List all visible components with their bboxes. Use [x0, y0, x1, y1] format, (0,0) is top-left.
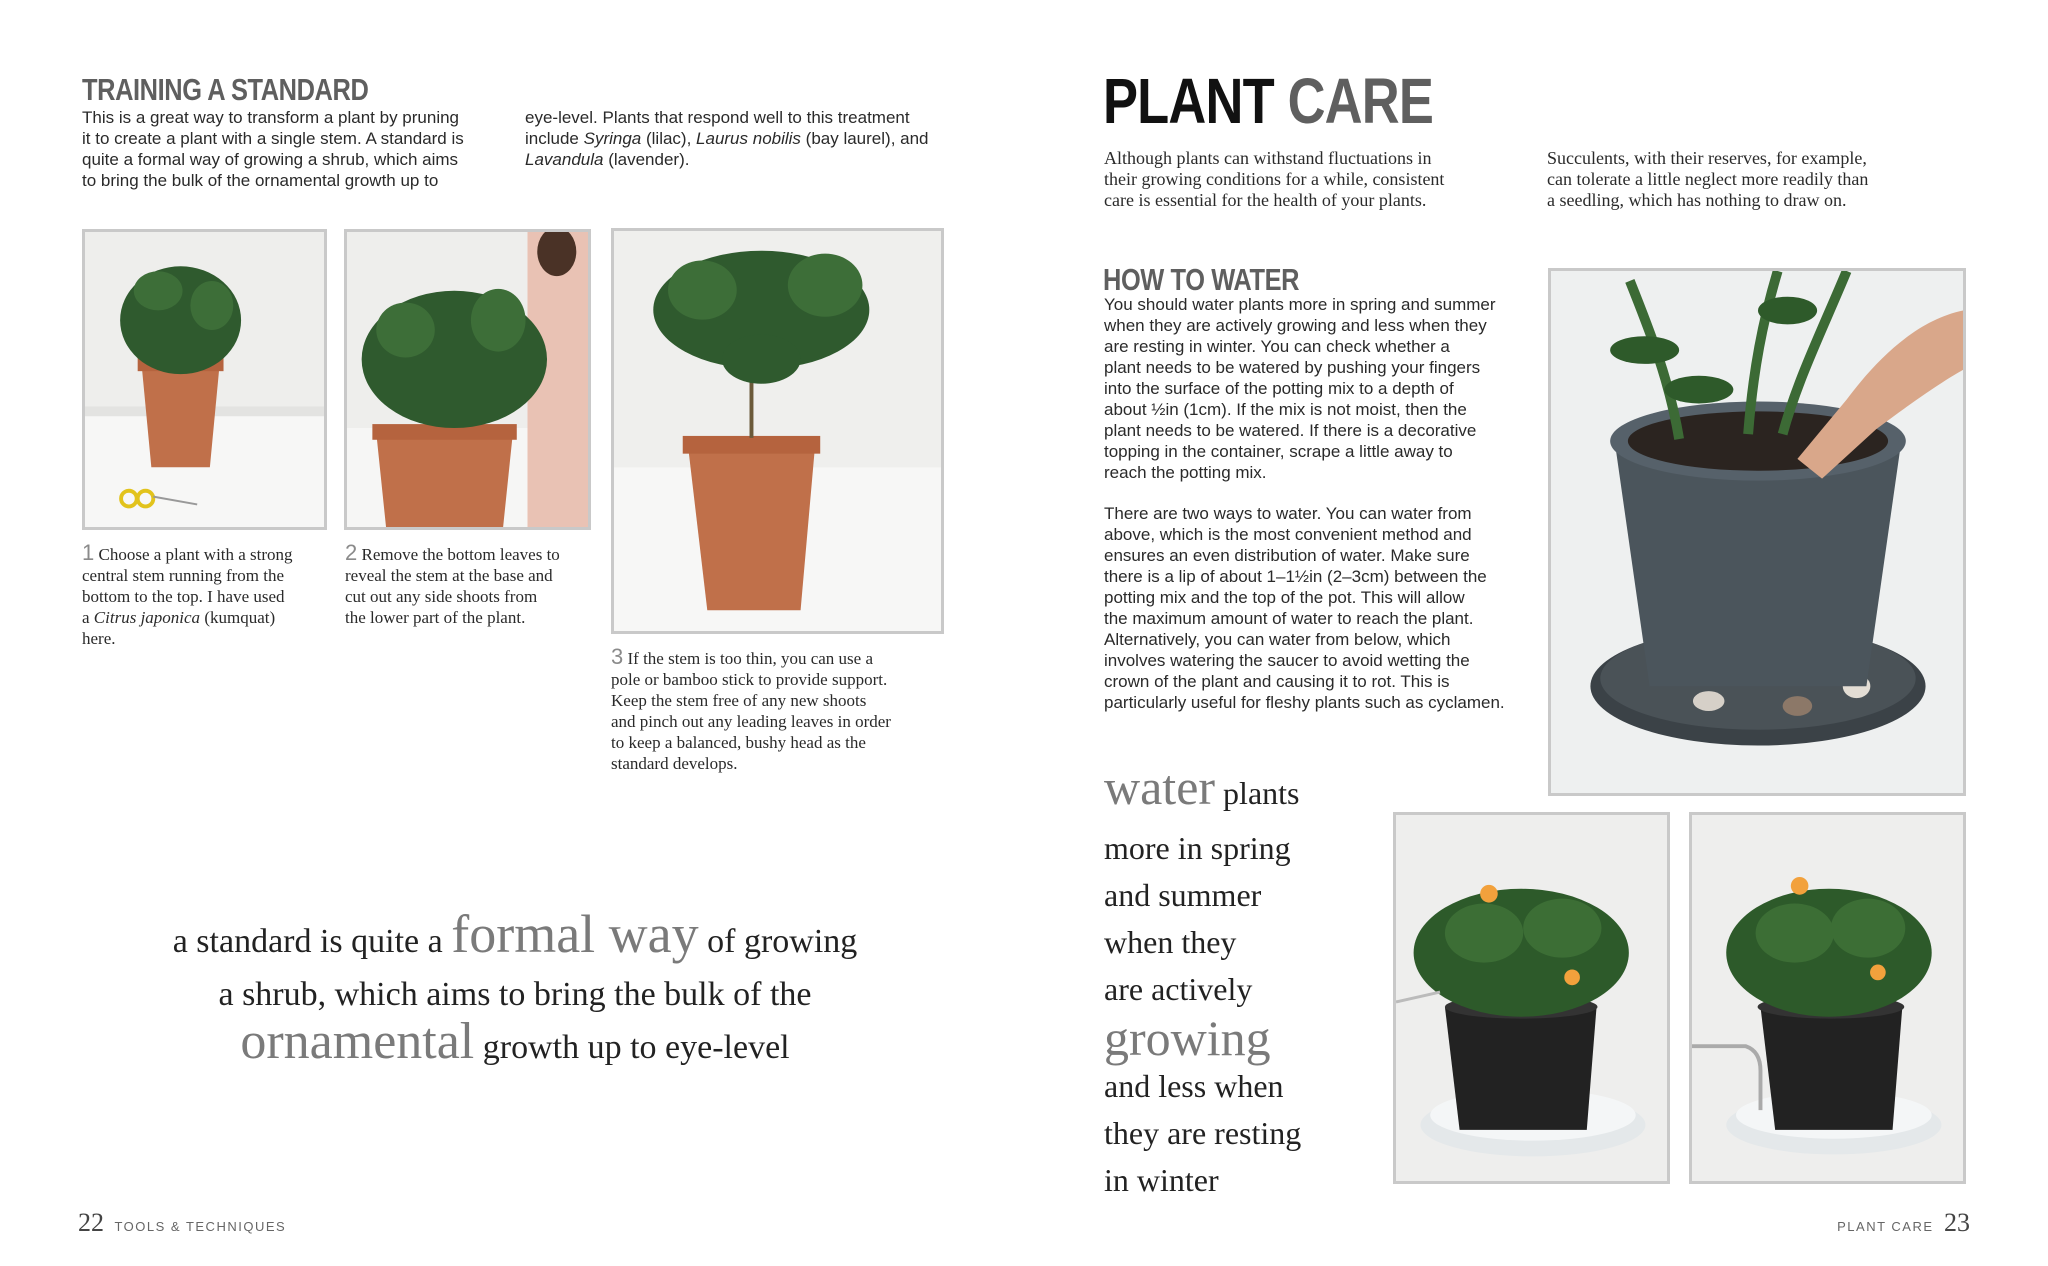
text-line: Succulents, with their reserves, for example, [1547, 148, 1867, 168]
quote-line: water plants [1104, 759, 1300, 815]
plant-care-intro-col2 [1547, 148, 1987, 211]
page-number: 23 [1944, 1208, 1970, 1237]
text-line: 3 If the stem is too thin, you can use a [611, 644, 874, 669]
how-to-water-para2 [1104, 503, 1544, 713]
quote-line: they are resting [1104, 1115, 1302, 1151]
page-number: 22 [78, 1208, 104, 1237]
text-line: their growing conditions for a while, consistent [1104, 169, 1445, 189]
step-number: 1 [82, 540, 95, 565]
text-line: standard develops. [611, 754, 738, 773]
quote-line: when they [1104, 924, 1237, 960]
text-line: above, which is the most convenient method and [1104, 525, 1472, 544]
text-line: You should water plants more in spring and summer [1104, 295, 1496, 314]
text-line: are resting in winter. You can check whether a [1104, 337, 1450, 356]
text-line: about ½in (1cm). If the mix is not moist, then the [1104, 400, 1467, 419]
quote-line: are actively [1104, 971, 1253, 1007]
text-line: Alternatively, you can water from below, which [1104, 630, 1451, 649]
text-line: reveal the stem at the base and [345, 566, 553, 585]
running-head: TOOLS & TECHNIQUES [114, 1219, 287, 1234]
text-line: the maximum amount of water to reach the plant. [1104, 609, 1474, 628]
text-line: to bring the bulk of the ornamental growth up to [82, 171, 439, 190]
left-footer [78, 1208, 286, 1238]
step-number: 2 [345, 540, 358, 565]
text-line: care is essential for the health of your plants. [1104, 190, 1427, 210]
step2-caption [345, 542, 605, 628]
text-line: pole or bamboo stick to provide support. [611, 670, 888, 689]
text-line: plant needs to be watered by pushing your fingers [1104, 358, 1481, 377]
water-from-below-photo [1689, 812, 1966, 1184]
training-heading: TRAINING A STANDARD [82, 72, 369, 107]
training-intro-col2 [525, 107, 965, 170]
text-line: the lower part of the plant. [345, 608, 526, 627]
watering-check-photo [1548, 268, 1966, 796]
quote-line: and summer [1104, 877, 1262, 913]
quote-line: a shrub, which aims to bring the bulk of the [218, 976, 812, 1013]
quote-line: and less when [1104, 1068, 1284, 1104]
text-line: reach the potting mix. [1104, 463, 1267, 482]
text-line: bottom to the top. I have used [82, 587, 285, 606]
text-line: particularly useful for fleshy plants such as cyclamen. [1104, 693, 1505, 712]
step-number: 3 [611, 644, 624, 669]
text-line: can tolerate a little neglect more readily than [1547, 169, 1869, 189]
right-footer [1837, 1208, 1970, 1238]
text-line: a seedling, which has nothing to draw on. [1547, 190, 1847, 210]
text-line: there is a lip of about 1–1½in (2–3cm) between the [1104, 567, 1487, 586]
text-line: into the surface of the potting mix to a depth of [1104, 379, 1454, 398]
text-line: Lavandula (lavender). [525, 150, 690, 169]
quote-line: in winter [1104, 1162, 1219, 1198]
plant-care-title: PLANT CARE [1103, 65, 1433, 137]
text-line: Although plants can withstand fluctuations in [1104, 148, 1432, 168]
left-pull-quote [90, 904, 940, 1078]
text-line: topping in the container, scrape a little away to [1104, 442, 1453, 461]
how-to-water-para1 [1104, 294, 1544, 483]
quote-line: growing [1104, 1010, 1271, 1066]
text-line: involves watering the saucer to avoid wetting the [1104, 651, 1470, 670]
text-line: include Syringa (lilac), Laurus nobilis (bay laurel), and [525, 129, 929, 148]
text-line: eye-level. Plants that respond well to this treatment [525, 108, 910, 127]
step3-caption [611, 646, 951, 774]
text-line: when they are actively growing and less when they [1104, 316, 1487, 335]
text-line: crown of the plant and causing it to rot. This is [1104, 672, 1450, 691]
text-line: 1 Choose a plant with a strong [82, 540, 293, 565]
text-line: plant needs to be watered. If there is a decorative [1104, 421, 1477, 440]
text-line: cut out any side shoots from [345, 587, 538, 606]
step3-photo [611, 228, 944, 634]
how-to-water-heading: HOW TO WATER [1103, 262, 1300, 297]
text-line: it to create a plant with a single stem. A standard is [82, 129, 464, 148]
text-line: quite a formal way of growing a shrub, which aims [82, 150, 459, 169]
text-line: potting mix and the top of the pot. This will allow [1104, 588, 1465, 607]
text-line: There are two ways to water. You can water from [1104, 504, 1472, 523]
quote-line: ornamental growth up to eye-level [240, 1013, 790, 1070]
text-line: a Citrus japonica (kumquat) [82, 608, 276, 627]
running-head: PLANT CARE [1837, 1219, 1934, 1234]
text-line: Keep the stem free of any new shoots [611, 691, 867, 710]
water-from-above-photo [1393, 812, 1670, 1184]
text-line: central stem running from the [82, 566, 285, 585]
step1-photo [82, 229, 327, 530]
step1-caption [82, 542, 332, 649]
quote-line: more in spring [1104, 830, 1291, 866]
text-line: here. [82, 629, 116, 648]
step2-photo [344, 229, 591, 530]
text-line: ensures an even distribution of water. Make sure [1104, 546, 1470, 565]
text-line: and pinch out any leading leaves in order [611, 712, 891, 731]
quote-line: a standard is quite a formal way of growing [172, 904, 858, 964]
plant-care-intro-col1 [1104, 148, 1524, 211]
training-intro-col1 [82, 107, 502, 191]
text-line: to keep a balanced, bushy head as the [611, 733, 866, 752]
text-line: 2 Remove the bottom leaves to [345, 540, 560, 565]
text-line: This is a great way to transform a plant by pruning [82, 108, 460, 127]
